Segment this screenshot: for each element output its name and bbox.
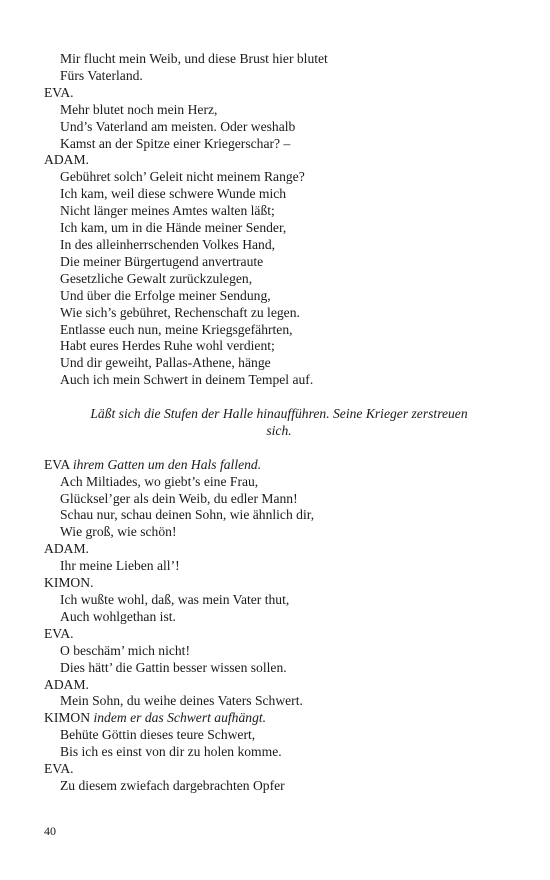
- verse-line: Und über die Erfolge meiner Sendung,: [60, 287, 271, 303]
- speaker-line: [44, 710, 514, 727]
- speaker-name: EVA.: [44, 761, 74, 777]
- play-text: [44, 51, 514, 795]
- speaker-line: [44, 85, 514, 102]
- speaker-line: [44, 541, 514, 558]
- speaker-line: [44, 152, 514, 169]
- speaker-name: ADAM.: [44, 676, 89, 692]
- speaker-line: [44, 457, 514, 474]
- verse-line: Ihr meine Lieben all’!: [60, 558, 180, 574]
- verse-line: Ich kam, um in die Hände meiner Sender,: [60, 220, 287, 236]
- speaker-name: KIMON.: [44, 575, 94, 591]
- speaker-name: ADAM.: [44, 152, 89, 168]
- speaker-name: KIMON: [44, 710, 91, 726]
- speaker-name: EVA.: [44, 84, 74, 100]
- verse-line: Glückselʼger als dein Weib, du edler Mann!: [60, 490, 298, 506]
- verse-line: In des alleinherrschenden Volkes Hand,: [60, 236, 276, 252]
- verse-line: Behüte Göttin dieses teure Schwert,: [60, 727, 256, 743]
- verse-line: Gebühret solch’ Geleit nicht meinem Range?: [60, 169, 305, 185]
- verse-line: Mir flucht mein Weib, und diese Brust hier blutet: [60, 51, 328, 66]
- speaker-name: EVA: [44, 456, 70, 472]
- stage-direction: Läßt sich die Stufen der Halle hinaufführen. Seine Krieger zerstreuen: [90, 406, 468, 422]
- stanza-gap: [44, 440, 514, 457]
- stage-direction: sich.: [266, 422, 292, 438]
- verse-line: Kamst an der Spitze einer Kriegerschar? –: [60, 135, 291, 151]
- verse-line: Mein Sohn, du weihe deines Vaters Schwert.: [60, 693, 303, 709]
- verse-line: Ich wußte wohl, daß, was mein Vater thut,: [60, 591, 290, 607]
- verse-line: Und dir geweiht, Pallas-Athene, hänge: [60, 355, 271, 371]
- verse-line: Habt eures Herdes Ruhe wohl verdient;: [60, 338, 275, 354]
- verse-line: Die meiner Bürgertugend anvertraute: [60, 253, 264, 269]
- verse-line: Zu diesem zwiefach dargebrachten Opfer: [60, 777, 285, 793]
- verse-line: Und’s Vaterland am meisten. Oder weshalb: [60, 118, 296, 134]
- verse-line: Nicht länger meines Amtes walten läßt;: [60, 203, 275, 219]
- verse-line: Fürs Vaterland.: [60, 67, 143, 83]
- verse-line: Schau nur, schau deinen Sohn, wie ähnlich dir,: [60, 507, 315, 523]
- verse-line: Wie groß, wie schön!: [60, 524, 177, 540]
- verse-line: Auch wohlgethan ist.: [60, 608, 176, 624]
- verse-line: Ach Miltiades, wo giebt’s eine Frau,: [60, 473, 259, 489]
- verse-line: O beschäm’ mich nicht!: [60, 642, 190, 658]
- stanza-gap: [44, 389, 514, 406]
- verse-line: Entlasse euch nun, meine Kriegsgefährten,: [60, 321, 293, 337]
- verse-line: Gesetzliche Gewalt zurückzulegen,: [60, 270, 253, 286]
- verse-line: Dies hätt’ die Gattin besser wissen sollen.: [60, 659, 287, 675]
- speaker-line: [44, 626, 514, 643]
- inline-stage-direction: indem er das Schwert aufhängt.: [93, 710, 267, 726]
- verse-line: Bis ich es einst von dir zu holen komme.: [60, 744, 282, 760]
- verse-line: Auch ich mein Schwert in deinem Tempel auf.: [60, 372, 314, 388]
- speaker-line: [44, 677, 514, 694]
- page-number: 40: [44, 824, 56, 838]
- inline-stage-direction: ihrem Gatten um den Hals fallend.: [72, 456, 262, 472]
- speaker-name: ADAM.: [44, 541, 89, 557]
- speaker-line: [44, 761, 514, 778]
- verse-line: Ich kam, weil diese schwere Wunde mich: [60, 186, 287, 202]
- verse-line: Wie sich’s gebühret, Rechenschaft zu legen.: [60, 304, 300, 320]
- speaker-line: [44, 575, 514, 592]
- verse-line: Mehr blutet noch mein Herz,: [60, 101, 218, 117]
- speaker-name: EVA.: [44, 625, 74, 641]
